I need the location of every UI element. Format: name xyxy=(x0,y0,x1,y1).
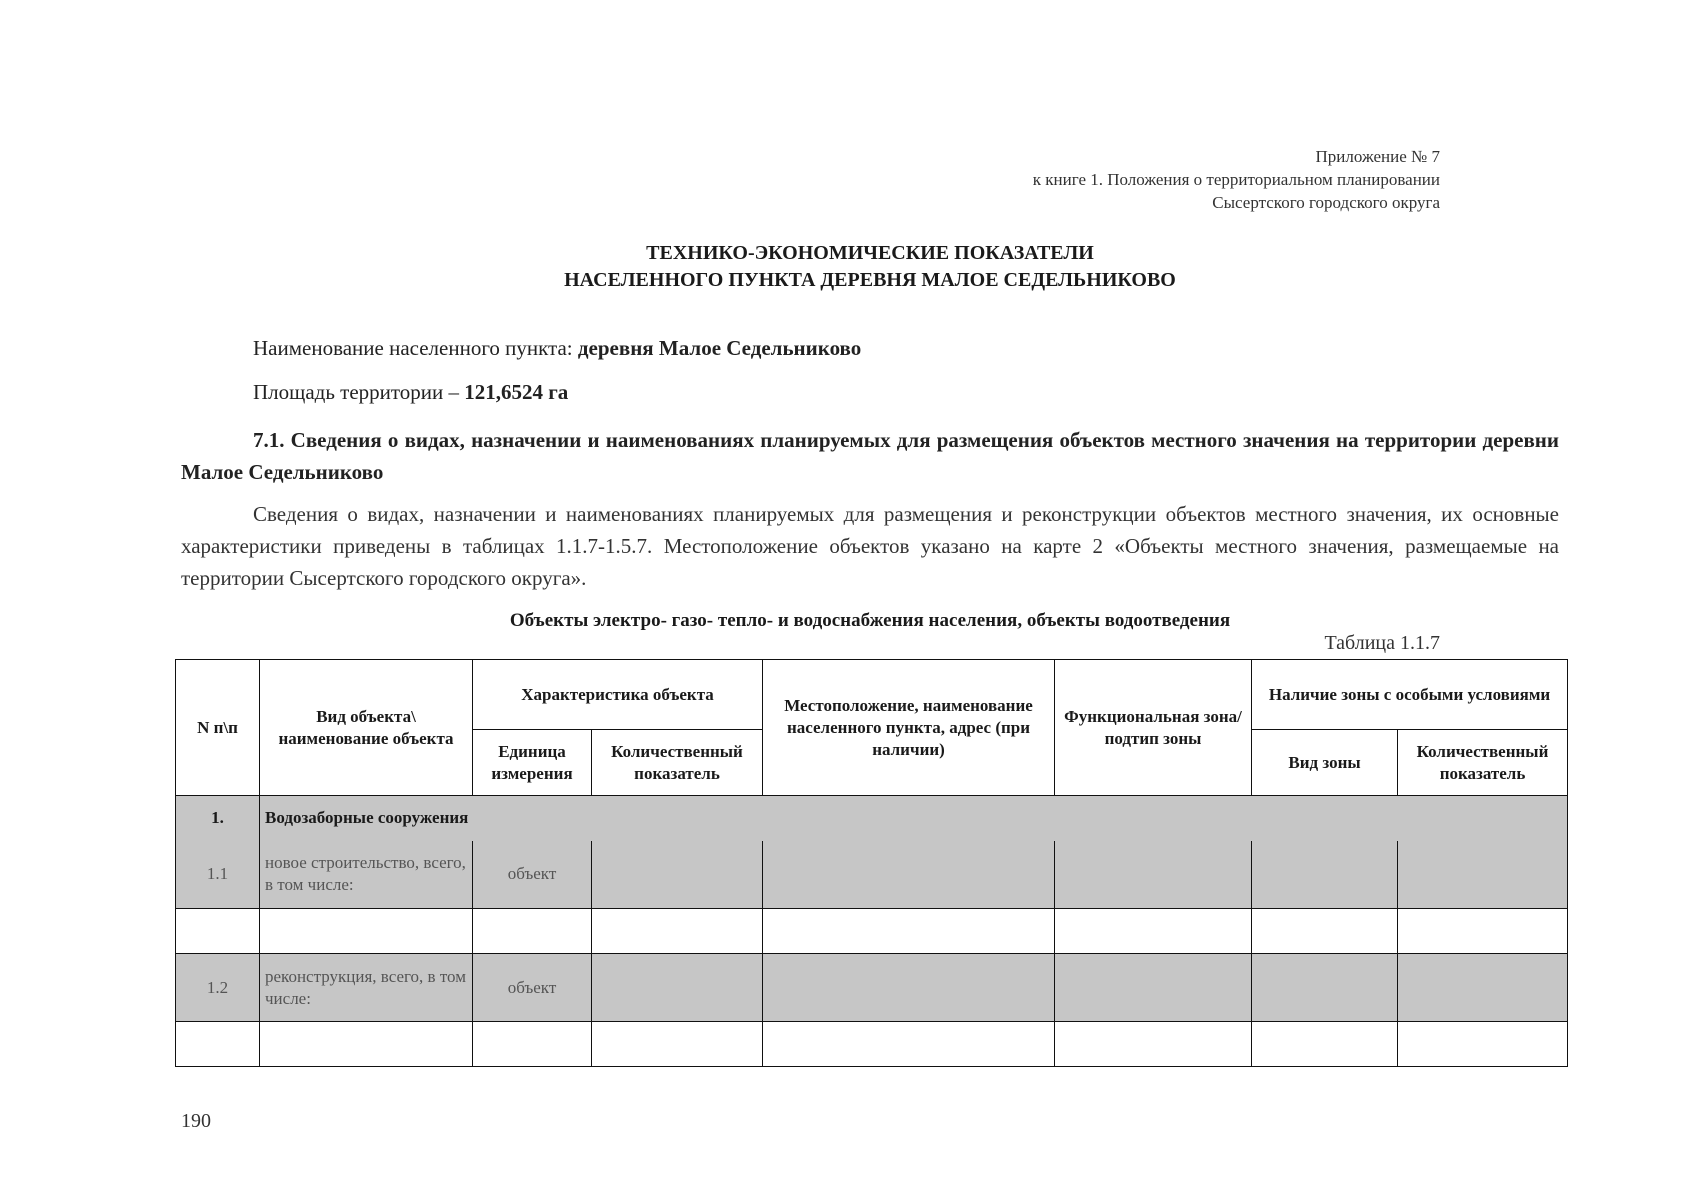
section-num: 1. xyxy=(176,796,260,841)
header-special-zone: Наличие зоны с особыми условиями xyxy=(1252,660,1568,730)
row-zone xyxy=(1055,954,1252,1022)
row-zone-quantity xyxy=(1398,954,1568,1022)
row-zone-type xyxy=(1252,841,1398,909)
title-line-2: НАСЕЛЕННОГО ПУНКТА ДЕРЕВНЯ МАЛОЕ СЕДЕЛЬНИКОВО xyxy=(564,269,1176,291)
header-object: Вид объекта\ наименование объекта xyxy=(260,660,473,796)
appendix-line-1: Приложение № 7 xyxy=(1315,147,1440,166)
header-zone-type: Вид зоны xyxy=(1252,730,1398,796)
appendix-line-3: Сысертского городского округа xyxy=(1212,193,1440,212)
document-title xyxy=(0,240,1698,294)
appendix-line-2: к книге 1. Положения о территориальном планировании xyxy=(1032,170,1440,189)
table-section-row xyxy=(176,796,1568,841)
section-description-text: Сведения о видах, назначении и наименованиях планируемых для размещения и реконструкции объектов местного значения, их основные характеристики приведены в таблицах 1.1.7-1.5.7. Местоположение объектов указано на карте 2 «Объекты местного значения, размещаемые на территории Сысертского городского округа». xyxy=(181,502,1559,590)
table-row xyxy=(176,954,1568,1022)
row-description: новое строительство, всего, в том числе: xyxy=(260,841,473,909)
header-num: N п\п xyxy=(176,660,260,796)
table-header-row-1 xyxy=(176,660,1568,730)
row-quantity xyxy=(592,841,763,909)
header-location: Местоположение, наименование населенного пункта, адрес (при наличии) xyxy=(763,660,1055,796)
header-zone: Функциональная зона/ подтип зоны xyxy=(1055,660,1252,796)
section-heading xyxy=(181,424,1559,488)
table-caption: Объекты электро- газо- тепло- и водоснабжения населения, объекты водоотведения xyxy=(509,610,1231,631)
section-label: Водозаборные сооружения xyxy=(260,796,1568,841)
table-row-empty xyxy=(176,1022,1568,1067)
section-heading-text: 7.1. Сведения о видах, назначении и наименованиях планируемых для размещения объектов местного значения на территории деревни Малое Седельниково xyxy=(181,428,1559,484)
header-unit: Единица измерения xyxy=(473,730,592,796)
header-zone-quantity: Количественный показатель xyxy=(1398,730,1568,796)
settlement-name xyxy=(181,332,1559,364)
row-zone-quantity xyxy=(1398,841,1568,909)
title-line-1: ТЕХНИКО-ЭКОНОМИЧЕСКИЕ ПОКАЗАТЕЛИ xyxy=(646,242,1094,264)
appendix-header xyxy=(1033,145,1440,214)
page-number: 190 xyxy=(181,1110,211,1132)
settlement-area-label: Площадь территории – xyxy=(253,380,465,404)
settlement-name-label: Наименование населенного пункта: xyxy=(253,336,578,360)
section-description xyxy=(181,498,1559,594)
table-number: Таблица 1.1.7 xyxy=(1324,632,1440,654)
objects-table xyxy=(175,659,1568,1067)
settlement-area xyxy=(181,376,1559,408)
settlement-area-value: 121,6524 га xyxy=(464,380,569,404)
row-unit: объект xyxy=(473,954,592,1022)
header-characteristic: Характеристика объекта xyxy=(473,660,763,730)
table-row xyxy=(176,841,1568,909)
settlement-name-value: деревня Малое Седельниково xyxy=(577,336,862,360)
table-row-empty xyxy=(176,909,1568,954)
row-location xyxy=(763,841,1055,909)
row-unit: объект xyxy=(473,841,592,909)
row-zone xyxy=(1055,841,1252,909)
row-quantity xyxy=(592,954,763,1022)
row-location xyxy=(763,954,1055,1022)
header-quantity: Количественный показатель xyxy=(592,730,763,796)
row-num: 1.1 xyxy=(176,841,260,909)
row-zone-type xyxy=(1252,954,1398,1022)
row-num: 1.2 xyxy=(176,954,260,1022)
row-description: реконструкция, всего, в том числе: xyxy=(260,954,473,1022)
